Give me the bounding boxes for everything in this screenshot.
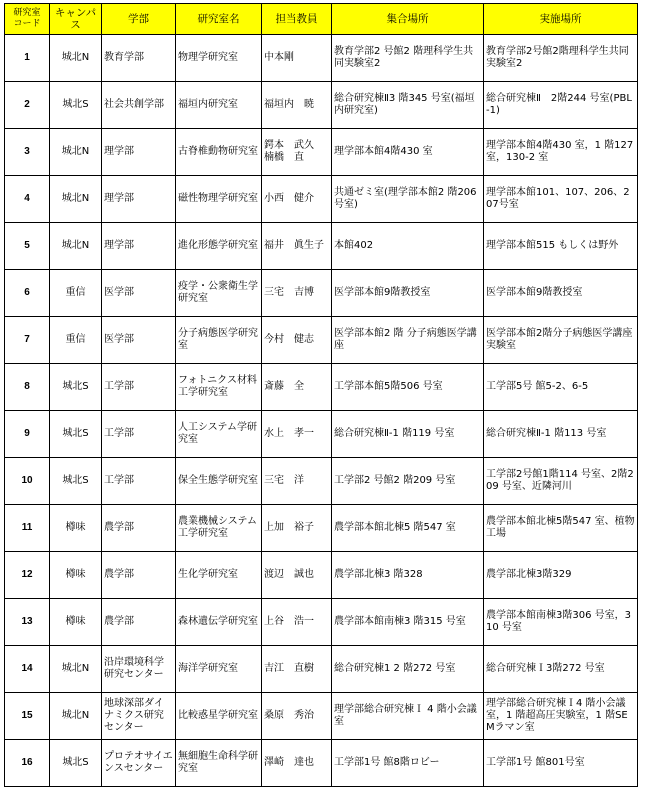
cell-code: 3 bbox=[5, 129, 50, 176]
table-row bbox=[5, 129, 638, 176]
cell-venue: 農学部本館北棟5階547 室、植物工場 bbox=[484, 505, 638, 552]
cell-lab: 分子病態医学研究室 bbox=[176, 317, 262, 364]
cell-lab: 農業機械システム工学研究室 bbox=[176, 505, 262, 552]
cell-code: 8 bbox=[5, 364, 50, 411]
table-row bbox=[5, 552, 638, 599]
cell-teacher: 福井 眞生子 bbox=[262, 223, 332, 270]
cell-faculty: 理学部 bbox=[102, 176, 176, 223]
cell-code: 6 bbox=[5, 270, 50, 317]
cell-meeting-place: 医学部本館9階教授室 bbox=[332, 270, 484, 317]
cell-faculty: 工学部 bbox=[102, 364, 176, 411]
header-campus: キャンパス bbox=[50, 4, 102, 35]
cell-venue: 総合研究棟Ⅱ-1 階113 号室 bbox=[484, 411, 638, 458]
cell-teacher: 鍔本 武久 楠橋 直 bbox=[262, 129, 332, 176]
cell-lab: 物理学研究室 bbox=[176, 35, 262, 82]
table-row bbox=[5, 599, 638, 646]
cell-teacher: 今村 健志 bbox=[262, 317, 332, 364]
header-faculty: 学部 bbox=[102, 4, 176, 35]
table-row bbox=[5, 693, 638, 740]
cell-venue: 工学部2号館1階114 号室、2階209 号室、近隣河川 bbox=[484, 458, 638, 505]
cell-meeting-place: 工学部2 号館2 階209 号室 bbox=[332, 458, 484, 505]
cell-venue: 工学部1号 館801号室 bbox=[484, 740, 638, 787]
cell-venue: 農学部北棟3階329 bbox=[484, 552, 638, 599]
cell-campus: 城北S bbox=[50, 82, 102, 129]
cell-meeting-place: 理学部総合研究棟Ｉ 4 階小会議室 bbox=[332, 693, 484, 740]
cell-code: 12 bbox=[5, 552, 50, 599]
cell-faculty: 工学部 bbox=[102, 458, 176, 505]
table-row bbox=[5, 82, 638, 129]
cell-venue: 総合研究棟Ⅱ 2階244 号室(PBL-1) bbox=[484, 82, 638, 129]
cell-campus: 重信 bbox=[50, 317, 102, 364]
cell-teacher: 渡辺 誠也 bbox=[262, 552, 332, 599]
cell-campus: 樽味 bbox=[50, 552, 102, 599]
cell-venue: 医学部本館9階教授室 bbox=[484, 270, 638, 317]
cell-meeting-place: 農学部本館南棟3 階315 号室 bbox=[332, 599, 484, 646]
cell-venue: 総合研究棟Ｉ3階272 号室 bbox=[484, 646, 638, 693]
cell-teacher: 上加 裕子 bbox=[262, 505, 332, 552]
table-row bbox=[5, 740, 638, 787]
cell-lab: 進化形態学研究室 bbox=[176, 223, 262, 270]
cell-teacher: 中本剛 bbox=[262, 35, 332, 82]
cell-campus: 重信 bbox=[50, 270, 102, 317]
cell-campus: 城北N bbox=[50, 129, 102, 176]
cell-lab: 保全生態学研究室 bbox=[176, 458, 262, 505]
cell-venue: 理学部総合研究棟Ｉ4 階小会議室，1 階超高圧実験室，1 階SEMラマン室 bbox=[484, 693, 638, 740]
cell-meeting-place: 医学部本館2 階 分子病態医学講座 bbox=[332, 317, 484, 364]
cell-teacher: 三宅 吉博 bbox=[262, 270, 332, 317]
cell-faculty: 工学部 bbox=[102, 411, 176, 458]
cell-meeting-place: 総合研究棟1 2 階272 号室 bbox=[332, 646, 484, 693]
cell-meeting-place: 農学部北棟3 階328 bbox=[332, 552, 484, 599]
cell-lab: 磁性物理学研究室 bbox=[176, 176, 262, 223]
cell-lab: 比較惑星学研究室 bbox=[176, 693, 262, 740]
cell-faculty: 理学部 bbox=[102, 223, 176, 270]
cell-faculty: 農学部 bbox=[102, 505, 176, 552]
cell-venue: 農学部本館南棟3階306 号室，310 号室 bbox=[484, 599, 638, 646]
cell-venue: 理学部本館515 もしくは野外 bbox=[484, 223, 638, 270]
cell-code: 13 bbox=[5, 599, 50, 646]
cell-venue: 教育学部2号館2階理科学生共同実験室2 bbox=[484, 35, 638, 82]
cell-lab: 疫学・公衆衛生学研究室 bbox=[176, 270, 262, 317]
cell-venue: 理学部本館101、107、206、207号室 bbox=[484, 176, 638, 223]
header-venue: 実施場所 bbox=[484, 4, 638, 35]
cell-campus: 城北N bbox=[50, 693, 102, 740]
cell-code: 10 bbox=[5, 458, 50, 505]
cell-teacher: 小西 健介 bbox=[262, 176, 332, 223]
cell-code: 11 bbox=[5, 505, 50, 552]
cell-code: 2 bbox=[5, 82, 50, 129]
table-row bbox=[5, 646, 638, 693]
cell-faculty: 沿岸環境科学研究センター bbox=[102, 646, 176, 693]
cell-faculty: 教育学部 bbox=[102, 35, 176, 82]
cell-faculty: 農学部 bbox=[102, 552, 176, 599]
cell-code: 4 bbox=[5, 176, 50, 223]
cell-teacher: 水上 孝一 bbox=[262, 411, 332, 458]
cell-meeting-place: 総合研究棟Ⅱ3 階345 号室(福垣内研究室) bbox=[332, 82, 484, 129]
lab-schedule-table bbox=[4, 3, 638, 787]
cell-campus: 樽味 bbox=[50, 505, 102, 552]
table-row bbox=[5, 411, 638, 458]
cell-lab: 森林遺伝学研究室 bbox=[176, 599, 262, 646]
cell-code: 16 bbox=[5, 740, 50, 787]
table-row bbox=[5, 270, 638, 317]
cell-meeting-place: 共通ゼミ室(理学部本館2 階206 号室) bbox=[332, 176, 484, 223]
cell-campus: 城北N bbox=[50, 646, 102, 693]
table-row bbox=[5, 223, 638, 270]
cell-faculty: 地球深部ダイナミクス研究センター bbox=[102, 693, 176, 740]
header-lab: 研究室名 bbox=[176, 4, 262, 35]
header-teacher: 担当教員 bbox=[262, 4, 332, 35]
cell-campus: 城北S bbox=[50, 458, 102, 505]
cell-campus: 城北N bbox=[50, 223, 102, 270]
cell-meeting-place: 総合研究棟Ⅱ-1 階119 号室 bbox=[332, 411, 484, 458]
table-row bbox=[5, 317, 638, 364]
cell-lab: 福垣内研究室 bbox=[176, 82, 262, 129]
cell-campus: 城北S bbox=[50, 411, 102, 458]
cell-teacher: 澤崎 達也 bbox=[262, 740, 332, 787]
cell-code: 9 bbox=[5, 411, 50, 458]
cell-faculty: 農学部 bbox=[102, 599, 176, 646]
cell-code: 14 bbox=[5, 646, 50, 693]
cell-meeting-place: 本館402 bbox=[332, 223, 484, 270]
cell-lab: 生化学研究室 bbox=[176, 552, 262, 599]
cell-teacher: 福垣内 暁 bbox=[262, 82, 332, 129]
cell-teacher: 桑原 秀治 bbox=[262, 693, 332, 740]
cell-campus: 城北N bbox=[50, 35, 102, 82]
table-row bbox=[5, 505, 638, 552]
cell-lab: 人工システム学研究室 bbox=[176, 411, 262, 458]
cell-code: 7 bbox=[5, 317, 50, 364]
cell-code: 5 bbox=[5, 223, 50, 270]
cell-lab: 海洋学研究室 bbox=[176, 646, 262, 693]
cell-meeting-place: 工学部本館5階506 号室 bbox=[332, 364, 484, 411]
cell-faculty: プロテオサイエンスセンター bbox=[102, 740, 176, 787]
header-meeting-place: 集合場所 bbox=[332, 4, 484, 35]
cell-lab: 無細胞生命科学研究室 bbox=[176, 740, 262, 787]
cell-campus: 樽味 bbox=[50, 599, 102, 646]
cell-campus: 城北S bbox=[50, 364, 102, 411]
cell-teacher: 斎藤 全 bbox=[262, 364, 332, 411]
table-row bbox=[5, 458, 638, 505]
cell-faculty: 理学部 bbox=[102, 129, 176, 176]
cell-venue: 医学部本館2階分子病態医学講座 実験室 bbox=[484, 317, 638, 364]
cell-faculty: 社会共創学部 bbox=[102, 82, 176, 129]
header-code: 研究室 コード bbox=[5, 4, 50, 35]
cell-campus: 城北N bbox=[50, 176, 102, 223]
cell-meeting-place: 農学部本館北棟5 階547 室 bbox=[332, 505, 484, 552]
table-row bbox=[5, 176, 638, 223]
cell-lab: 古脊椎動物研究室 bbox=[176, 129, 262, 176]
cell-teacher: 三宅 洋 bbox=[262, 458, 332, 505]
cell-code: 1 bbox=[5, 35, 50, 82]
cell-faculty: 医学部 bbox=[102, 317, 176, 364]
table-row bbox=[5, 364, 638, 411]
header-row bbox=[5, 4, 638, 35]
cell-faculty: 医学部 bbox=[102, 270, 176, 317]
cell-code: 15 bbox=[5, 693, 50, 740]
cell-venue: 理学部本館4階430 室，1 階127 室，130-2 室 bbox=[484, 129, 638, 176]
cell-meeting-place: 理学部本館4階430 室 bbox=[332, 129, 484, 176]
cell-lab: フォトニクス材料工学研究室 bbox=[176, 364, 262, 411]
cell-venue: 工学部5号 館5-2、6-5 bbox=[484, 364, 638, 411]
cell-meeting-place: 教育学部2 号館2 階理科学生共同実験室2 bbox=[332, 35, 484, 82]
cell-teacher: 上谷 浩一 bbox=[262, 599, 332, 646]
table-row bbox=[5, 35, 638, 82]
cell-meeting-place: 工学部1号 館8階ロビー bbox=[332, 740, 484, 787]
cell-campus: 城北S bbox=[50, 740, 102, 787]
cell-teacher: 吉江 直樹 bbox=[262, 646, 332, 693]
